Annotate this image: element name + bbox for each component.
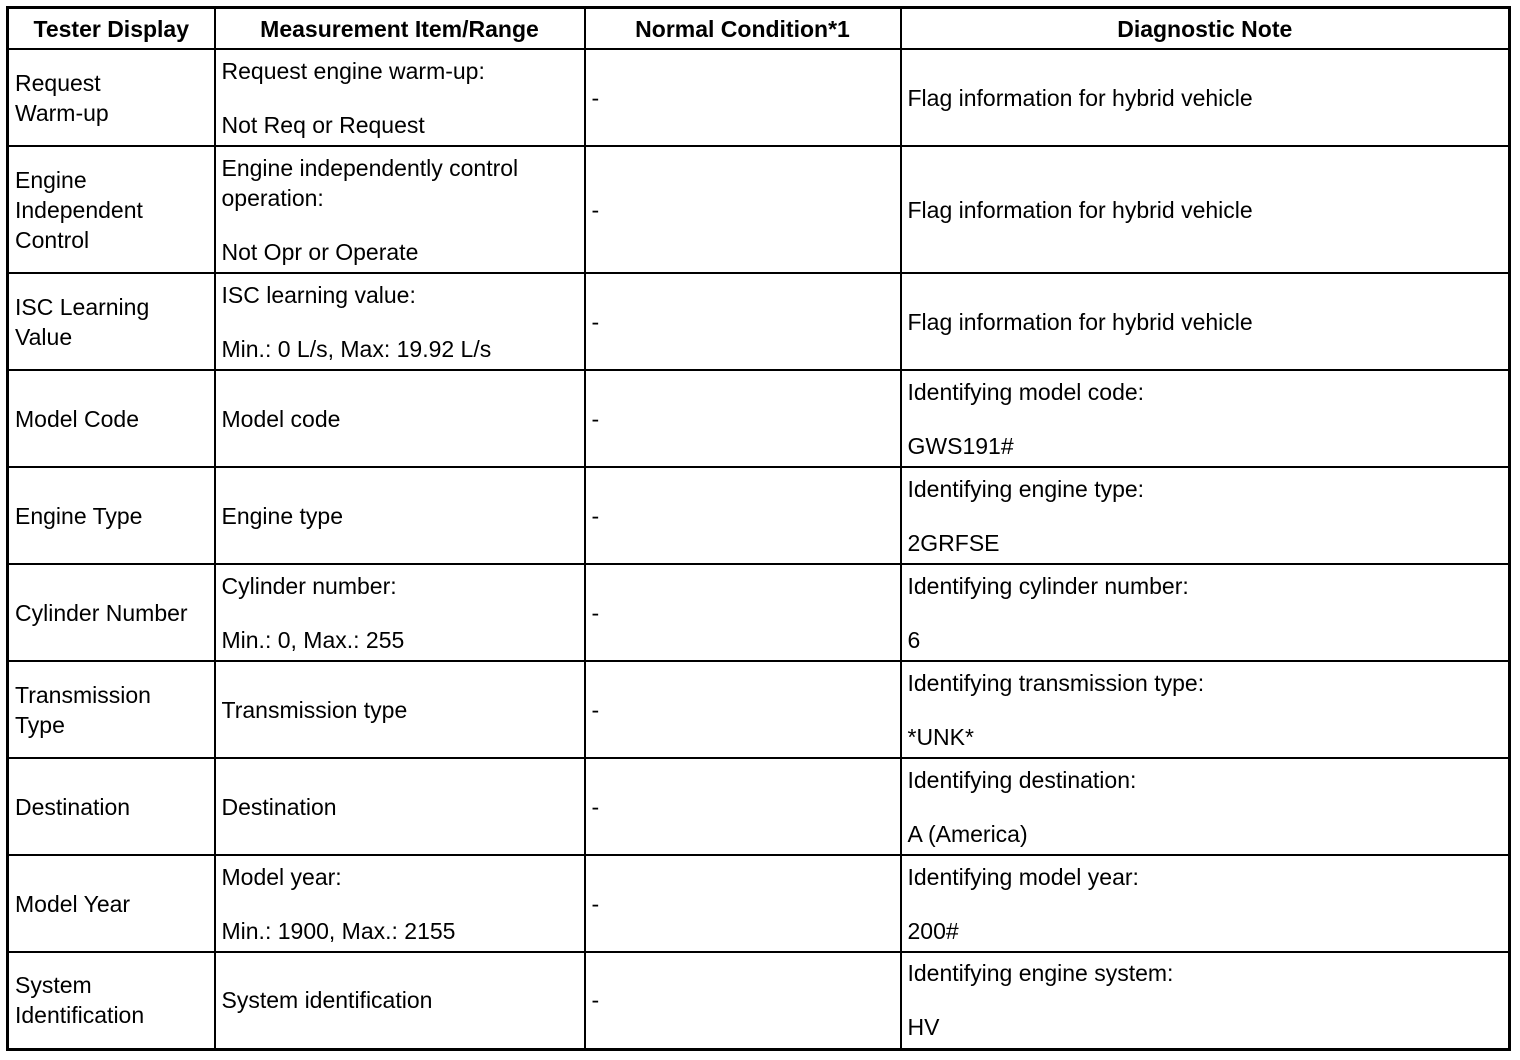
measurement-text: operation: [221,184,324,211]
header-normal-condition: Normal Condition*1 [585,8,901,50]
tester-display-cell [8,758,215,855]
tester-display-cell [8,467,215,564]
tester-display-text: Destination [15,793,131,820]
tester-display-text: Cylinder Number [15,599,188,626]
diagnostic-note-cell [901,855,1510,952]
table-row [8,952,1510,1049]
diagnostic-note-text: Identifying transmission type: [907,669,1205,696]
measurement-cell [215,146,585,273]
table-row [8,758,1510,855]
tester-display-cell [8,49,215,146]
diagnostic-value-text: 200# [907,917,959,944]
normal-condition-cell: - [585,467,901,564]
measurement-cell [215,49,585,146]
tester-display-cell [8,146,215,273]
tester-display-text: Request [15,69,101,96]
table-row [8,564,1510,661]
diagnostic-note-text: Identifying engine type: [907,475,1145,502]
measurement-text: Request engine warm-up: [221,57,485,84]
diagnostic-value-text: A (America) [907,820,1028,847]
measurement-range-text: Min.: 0, Max.: 255 [221,626,405,653]
table-row [8,146,1510,273]
measurement-cell [215,273,585,370]
tester-display-text: Identification [15,1002,145,1029]
table-row [8,273,1510,370]
measurement-text: System identification [221,987,433,1014]
measurement-range-text: Not Req or Request [221,111,425,138]
diagnostic-note-text: Identifying engine system: [907,960,1174,987]
diagnostic-note-text: Flag information for hybrid vehicle [907,196,1253,223]
diagnostic-value-text: 6 [907,626,921,653]
measurement-range-text: Min.: 0 L/s, Max: 19.92 L/s [221,335,492,362]
header-row [8,8,1510,50]
normal-condition-cell: - [585,146,901,273]
header-diagnostic-note: Diagnostic Note [901,8,1510,50]
measurement-range-text: Not Opr or Operate [221,238,419,265]
normal-condition-cell: - [585,370,901,467]
diagnostic-note-cell [901,49,1510,146]
tester-display-text: Engine Type [15,502,143,529]
diagnostic-note-cell [901,370,1510,467]
tester-display-text: Warm-up [15,99,109,126]
tester-display-text: Type [15,711,65,738]
tester-display-cell [8,370,215,467]
table-row [8,467,1510,564]
table-row [8,370,1510,467]
normal-condition-cell: - [585,49,901,146]
diagnostic-note-cell [901,758,1510,855]
measurement-text: Cylinder number: [221,572,397,599]
tester-display-cell [8,273,215,370]
diagnostic-note-text: Identifying model code: [907,378,1145,405]
tester-display-text: Transmission [15,681,151,708]
measurement-cell [215,758,585,855]
diagnostic-value-text: *UNK* [907,723,974,750]
measurement-cell [215,661,585,758]
normal-condition-cell: - [585,273,901,370]
diagnostic-note-cell [901,467,1510,564]
normal-condition-cell: - [585,661,901,758]
tester-display-text: System [15,972,92,999]
tester-display-cell [8,661,215,758]
diagnostic-note-text: Identifying destination: [907,766,1137,793]
measurement-text: ISC learning value: [221,281,416,308]
tester-display-text: Independent [15,196,143,223]
diagnostic-note-text: Identifying model year: [907,863,1139,890]
tester-display-cell [8,855,215,952]
measurement-range-text: Min.: 1900, Max.: 2155 [221,917,456,944]
tester-display-cell [8,564,215,661]
diagnostic-value-text: 2GRFSE [907,529,1000,556]
diagnostic-note-cell [901,273,1510,370]
diagnostic-note-text: Identifying cylinder number: [907,572,1189,599]
normal-condition-cell: - [585,564,901,661]
diagnostic-note-cell [901,146,1510,273]
header-measurement-item-range: Measurement Item/Range [215,8,585,50]
normal-condition-cell: - [585,855,901,952]
measurement-cell [215,467,585,564]
measurement-cell [215,855,585,952]
measurement-cell [215,370,585,467]
normal-condition-cell: - [585,952,901,1049]
data-list-table [6,6,1511,1051]
diagnostic-note-cell [901,952,1510,1049]
table-row [8,661,1510,758]
diagnostic-value-text: GWS191# [907,432,1014,459]
tester-display-cell [8,952,215,1049]
measurement-text: Model year: [221,863,342,890]
tester-display-text: Model Code [15,405,140,432]
diagnostic-value-text: HV [907,1014,940,1041]
measurement-text: Engine independently control [221,154,519,181]
measurement-text: Model code [221,405,341,432]
measurement-text: Destination [221,793,337,820]
measurement-cell [215,564,585,661]
diagnostic-note-cell [901,564,1510,661]
measurement-cell [215,952,585,1049]
measurement-text: Engine type [221,502,343,529]
measurement-text: Transmission type [221,696,408,723]
table-row [8,49,1510,146]
header-tester-display: Tester Display [8,8,215,50]
tester-display-text: Control [15,226,90,253]
tester-display-text: Value [15,323,73,350]
tester-display-text: ISC Learning [15,293,150,320]
tester-display-text: Engine [15,166,87,193]
normal-condition-cell: - [585,758,901,855]
diagnostic-note-text: Flag information for hybrid vehicle [907,308,1253,335]
table-row [8,855,1510,952]
tester-display-text: Model Year [15,890,131,917]
diagnostic-note-text: Flag information for hybrid vehicle [907,84,1253,111]
diagnostic-note-cell [901,661,1510,758]
